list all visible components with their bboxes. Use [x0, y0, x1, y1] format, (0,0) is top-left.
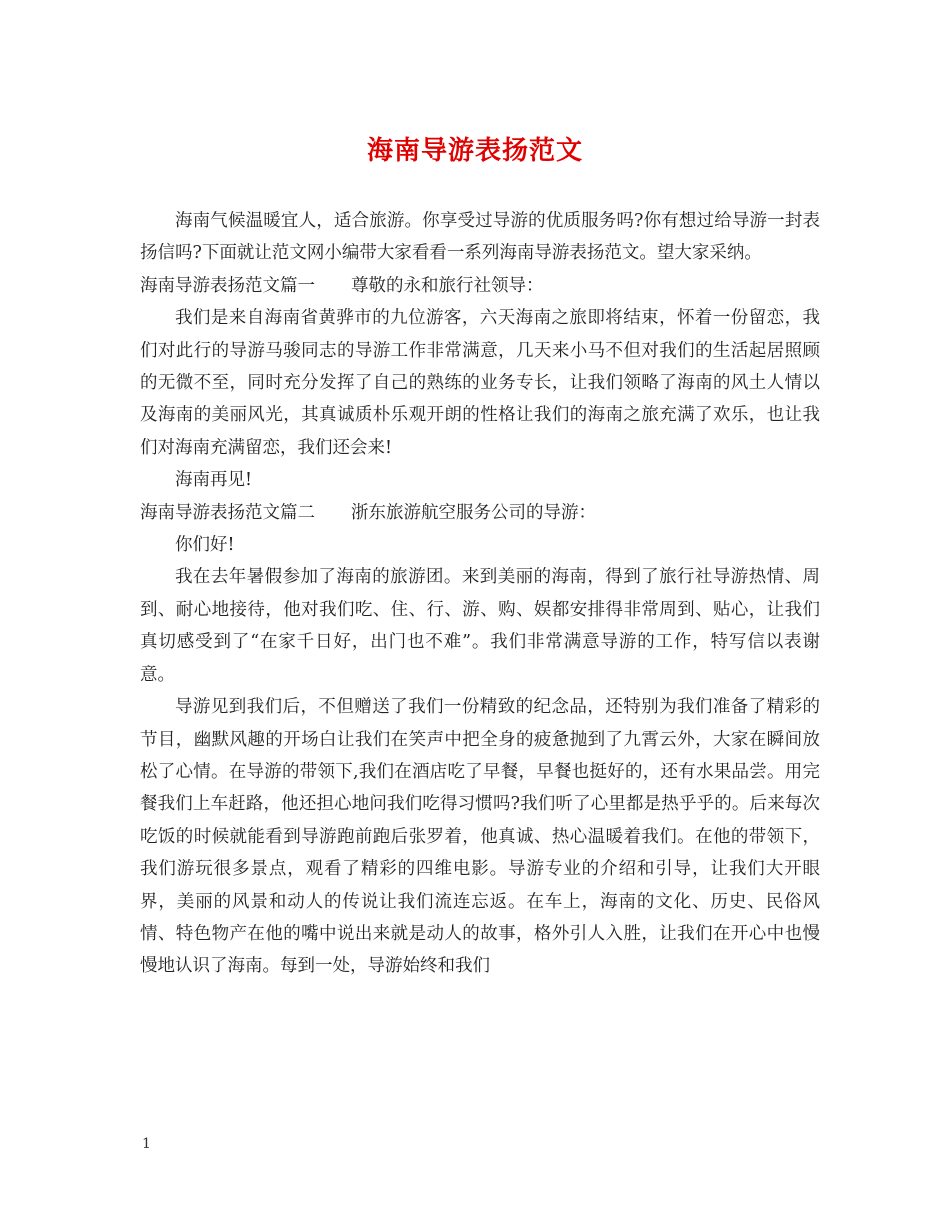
document-body	[140, 205, 820, 983]
paragraph-text: 我们是来自海南省黄骅市的九位游客，六天海南之旅即将结束，怀着一份留恋，我们对此行的导游马骏同志的导游工作非常满意，几天来小马不但对我们的生活起居照顾的无微不至，同时充分发挥了自己的熟练的业务专长，让我们领略了海南的风土人情以及海南的美丽风光，其真诚质朴乐观开朗的性格让我们的海南之旅充满了欢乐，也让我们对海南充满留恋，我们还会来!	[140, 308, 820, 458]
paragraph-intro	[140, 205, 820, 270]
paragraph-text: 尊敬的永和旅行社领导：	[351, 275, 544, 296]
paragraph-heading-1	[140, 270, 820, 302]
paragraph-letter2-greet	[140, 529, 820, 561]
paragraph-text: 你们好!	[175, 535, 235, 556]
paragraph-text: 海南导游表扬范文篇二	[140, 502, 315, 523]
paragraph-text: 海南再见!	[175, 470, 253, 491]
paragraph-text: 海南导游表扬范文篇一	[140, 275, 315, 296]
paragraph-letter2-body-2	[140, 691, 820, 983]
page-number: 1	[142, 1136, 151, 1152]
paragraph-text: 我在去年暑假参加了海南的旅游团。来到美丽的海南，得到了旅行社导游热情、周到、耐心地接待，他对我们吃、住、行、游、购、娱都安排得非常周到、贴心，让我们真切感受到了“在家千日好，出门也不难”。我们非常满意导游的工作，特写信以表谢意。	[140, 567, 820, 685]
paragraph-text: 海南气候温暖宜人，适合旅游。你享受过导游的优质服务吗?你有想过给导游一封表扬信吗?下面就让范文网小编带大家看看一系列海南导游表扬范文。望大家采纳。	[140, 211, 820, 264]
paragraph-heading-2	[140, 497, 820, 529]
paragraph-letter2-body-1	[140, 561, 820, 691]
paragraph-letter1-body	[140, 302, 820, 464]
paragraph-letter1-close	[140, 464, 820, 496]
paragraph-text: 浙东旅游航空服务公司的导游：	[351, 502, 596, 523]
paragraph-text: 导游见到我们后，不但赠送了我们一份精致的纪念品，还特别为我们准备了精彩的节目，幽默风趣的开场白让我们在笑声中把全身的疲惫抛到了九霄云外，大家在瞬间放松了心情。在导游的带领下,我们在酒店吃了早餐，早餐也挺好的，还有水果品尝。用完餐我们上车赶路，他还担心地问我们吃得习惯吗?我们听了心里都是热乎乎的。后来每次吃饭的时候就能看到导游跑前跑后张罗着，他真诚、热心温暖着我们。在他的带领下，我们游玩很多景点，观看了精彩的四维电影。导游专业的介绍和引导，让我们大开眼界，美丽的风景和动人的传说让我们流连忘返。在车上，海南的文化、历史、民俗风情、特色物产在他的嘴中说出来就是动人的故事，格外引人入胜，让我们在开心中也慢慢地认识了海南。每到一处，导游始终和我们	[140, 697, 820, 977]
document-title: 海南导游表扬范文	[366, 136, 583, 166]
